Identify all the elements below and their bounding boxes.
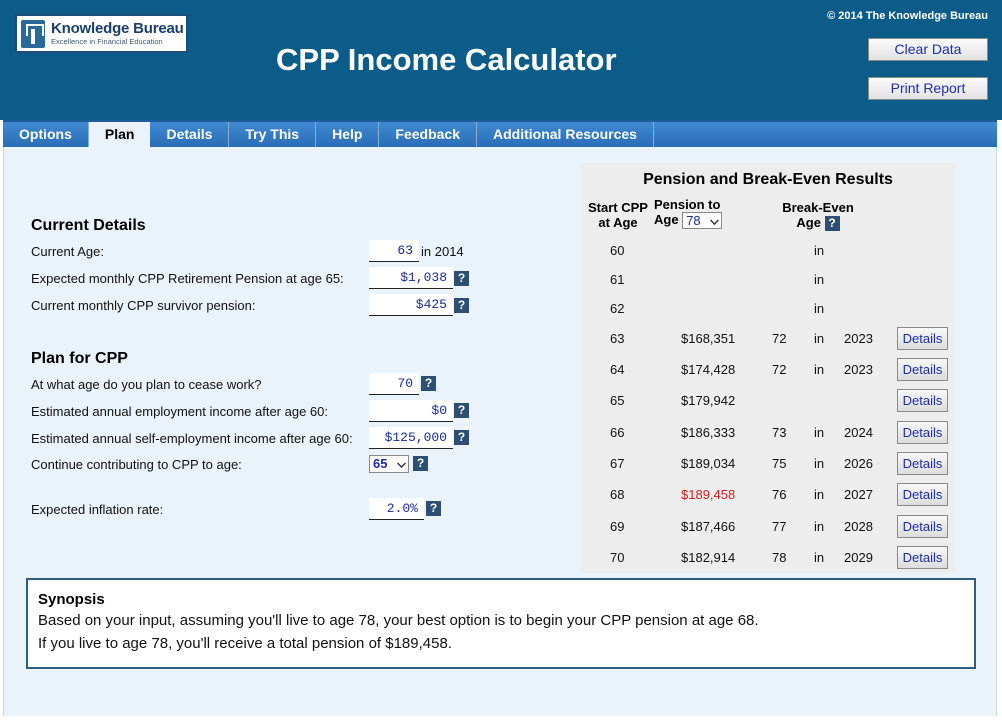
self-employment-label: Estimated annual self-employment income after age 60:	[31, 431, 353, 446]
logo-name: Knowledge Bureau	[51, 20, 184, 38]
result-break-even-age: 73	[772, 425, 787, 440]
details-button[interactable]: Details	[897, 358, 948, 381]
result-pension: $186,333	[681, 425, 736, 440]
result-start-age: 68	[610, 487, 625, 502]
clear-data-button[interactable]: Clear Data	[868, 38, 988, 61]
result-break-even-year: 2023	[844, 331, 873, 346]
pension-to-age-value: 78	[686, 213, 701, 229]
tab-additional-resources[interactable]: Additional Resources	[477, 122, 654, 147]
chevron-down-icon	[397, 459, 406, 468]
result-pension: $182,914	[681, 550, 736, 565]
details-button[interactable]: Details	[897, 421, 948, 444]
survivor-pension-label: Current monthly CPP survivor pension:	[31, 298, 256, 313]
cease-work-help-icon[interactable]: ?	[421, 376, 436, 391]
copyright-text: © 2014 The Knowledge Bureau	[827, 10, 988, 22]
result-in-word: in	[814, 487, 825, 502]
synopsis-box	[26, 578, 976, 669]
result-in-word: in	[814, 362, 825, 377]
self-employment-input[interactable]: $125,000	[369, 427, 453, 449]
employment-income-label: Estimated annual employment income after age 60:	[31, 404, 329, 419]
result-in-word: in	[814, 550, 825, 565]
header-banner	[0, 0, 1002, 120]
result-in-word: in	[814, 331, 825, 346]
current-age-year: in 2014	[421, 244, 464, 259]
pension-at-65-label: Expected monthly CPP Retirement Pension at age 65:	[31, 271, 344, 286]
result-break-even-year: 2023	[844, 362, 873, 377]
result-break-even-year: 2026	[844, 456, 873, 471]
current-age-input[interactable]: 63	[369, 240, 419, 262]
plan-for-cpp-title: Plan for CPP	[31, 350, 128, 367]
result-break-even-year: 2029	[844, 550, 873, 565]
plan-panel	[3, 147, 997, 716]
cease-work-input[interactable]: 70	[369, 373, 419, 395]
result-pension: $168,351	[681, 331, 736, 346]
result-start-age: 65	[610, 393, 625, 408]
result-break-even-age: 78	[772, 550, 787, 565]
result-break-even-year: 2027	[844, 487, 873, 502]
details-button[interactable]: Details	[897, 483, 948, 506]
result-start-age: 69	[610, 519, 625, 534]
synopsis-line-2: If you live to age 78, you'll receive a total pension of $189,458.	[38, 635, 452, 652]
current-details-title: Current Details	[31, 217, 146, 234]
inflation-help-icon[interactable]: ?	[426, 501, 441, 516]
pension-to-age-header: Pension to Age 78	[654, 197, 721, 229]
result-pension: $189,458	[681, 487, 736, 502]
details-button[interactable]: Details	[897, 515, 948, 538]
contribute-to-age-value: 65	[373, 456, 388, 471]
inflation-rate-input[interactable]: 2.0%	[369, 498, 424, 520]
pension-at-65-input[interactable]: $1,038	[369, 267, 453, 289]
break-even-help-icon[interactable]: ?	[825, 216, 840, 231]
survivor-help-icon[interactable]: ?	[454, 298, 469, 313]
chevron-down-icon	[710, 216, 719, 225]
contribute-to-age-label: Continue contributing to CPP to age:	[31, 457, 242, 472]
result-break-even-age: 76	[772, 487, 787, 502]
self-employment-help-icon[interactable]: ?	[454, 430, 469, 445]
cease-work-label: At what age do you plan to cease work?	[31, 377, 262, 392]
details-button[interactable]: Details	[897, 546, 948, 569]
result-start-age: 70	[610, 550, 625, 565]
tab-try-this[interactable]: Try This	[229, 122, 316, 147]
logo-tagline: Excellence in Financial Education	[51, 37, 163, 47]
employment-income-input[interactable]: $0	[369, 400, 453, 422]
result-start-age: 64	[610, 362, 625, 377]
survivor-pension-input[interactable]: $425	[369, 294, 453, 316]
result-pension: $179,942	[681, 393, 736, 408]
synopsis-title: Synopsis	[38, 591, 105, 608]
tab-options[interactable]: Options	[3, 122, 89, 147]
tab-plan[interactable]: Plan	[89, 122, 151, 147]
tab-feedback[interactable]: Feedback	[379, 122, 477, 147]
results-panel	[582, 163, 954, 573]
print-report-button[interactable]: Print Report	[868, 77, 988, 100]
inflation-rate-label: Expected inflation rate:	[31, 502, 164, 517]
details-button[interactable]: Details	[897, 389, 948, 412]
knowledge-bureau-logo[interactable]	[15, 14, 188, 53]
synopsis-line-1: Based on your input, assuming you'll live to age 78, your best option is to begin your CPP pension at age 68.	[38, 612, 759, 629]
result-start-age: 66	[610, 425, 625, 440]
result-break-even-age: 77	[772, 519, 787, 534]
pension-help-icon[interactable]: ?	[454, 271, 469, 286]
current-age-label: Current Age:	[31, 244, 104, 259]
pension-to-age-select[interactable]	[682, 212, 722, 229]
result-start-age: 60	[610, 243, 625, 258]
break-even-header: Break-Even Age ?	[782, 200, 854, 230]
result-break-even-age: 72	[772, 331, 787, 346]
result-break-even-year: 2028	[844, 519, 873, 534]
tab-bar	[0, 120, 1002, 147]
tab-help[interactable]: Help	[316, 122, 379, 147]
page-title: CPP Income Calculator	[276, 42, 617, 77]
result-start-age: 63	[610, 331, 625, 346]
result-in-word: in	[814, 272, 825, 287]
result-in-word: in	[814, 243, 825, 258]
result-break-even-year: 2024	[844, 425, 873, 440]
result-start-age: 61	[610, 272, 625, 287]
result-in-word: in	[814, 519, 825, 534]
details-button[interactable]: Details	[897, 452, 948, 475]
result-start-age: 62	[610, 301, 625, 316]
contribute-to-age-select[interactable]	[369, 455, 409, 473]
result-in-word: in	[814, 425, 825, 440]
result-in-word: in	[814, 301, 825, 316]
tab-details[interactable]: Details	[150, 122, 229, 147]
result-break-even-age: 72	[772, 362, 787, 377]
start-age-header: Start CPP at Age	[588, 200, 648, 230]
results-title: Pension and Break-Even Results	[643, 171, 893, 188]
result-break-even-age: 75	[772, 456, 787, 471]
employment-help-icon[interactable]: ?	[454, 403, 469, 418]
result-pension: $174,428	[681, 362, 736, 377]
result-in-word: in	[814, 456, 825, 471]
details-button[interactable]: Details	[897, 327, 948, 350]
result-start-age: 67	[610, 456, 625, 471]
result-pension: $187,466	[681, 519, 736, 534]
contribute-help-icon[interactable]: ?	[413, 456, 428, 471]
logo-icon	[21, 20, 45, 48]
result-pension: $189,034	[681, 456, 736, 471]
